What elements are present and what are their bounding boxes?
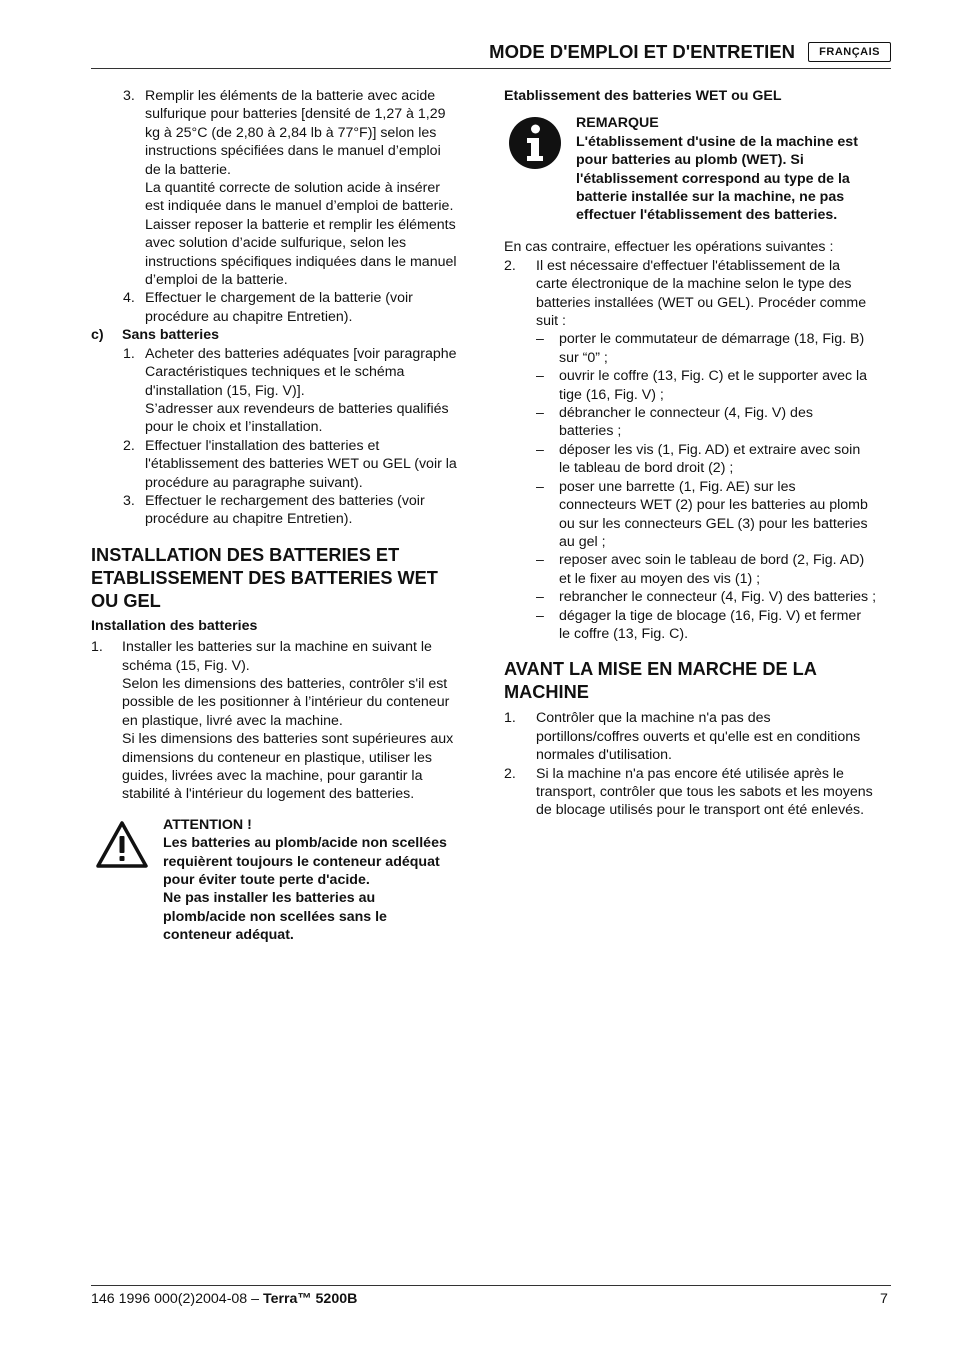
footer-rule bbox=[91, 1285, 891, 1286]
item-number: 4. bbox=[123, 290, 135, 307]
text-line: guides, livrées avec la machine, pour garantir la bbox=[122, 768, 423, 784]
header-rule bbox=[91, 68, 891, 69]
text-line: est indiquée dans le manuel d’emploi de batterie. bbox=[145, 198, 454, 215]
dash-item bbox=[504, 441, 892, 478]
list-item bbox=[91, 87, 476, 289]
header-title: MODE D'EMPLOI ET D'ENTRETIEN bbox=[489, 41, 795, 62]
list-item bbox=[504, 257, 892, 331]
text-line: porter le commutateur de démarrage (18, Fig. B) bbox=[559, 331, 865, 348]
right-column bbox=[504, 87, 892, 820]
text-line: Si les dimensions des batteries sont supérieures aux bbox=[122, 731, 454, 748]
heading-line: ETABLISSEMENT DES BATTERIES WET bbox=[91, 567, 438, 588]
dash-item bbox=[504, 478, 892, 552]
heading-line: OU GEL bbox=[91, 590, 161, 611]
text-line: Acheter des batteries adéquates [voir paragraphe bbox=[145, 345, 457, 362]
text-line: ou sur les connecteurs GEL (3) pour les batteries bbox=[559, 515, 868, 532]
text-line: portillons/coffres ouverts et qu'elle est en conditions bbox=[536, 728, 861, 745]
text-line: procédure au chapitre Entretien). bbox=[145, 511, 353, 528]
warning-callout bbox=[91, 816, 476, 951]
dash-bullet: – bbox=[536, 478, 544, 495]
text-line: de la batterie. bbox=[145, 161, 231, 178]
list-item bbox=[91, 289, 476, 326]
text-line: de blocage utilisés pour le transport ont été enlevés. bbox=[536, 802, 865, 819]
section-heading bbox=[91, 544, 476, 613]
text-line: schéma (15, Fig. V). bbox=[122, 657, 250, 674]
text-line: Installer les batteries sur la machine en suivant le bbox=[122, 639, 432, 656]
text-line: conteneur adéquat. bbox=[163, 927, 294, 944]
text-line: débrancher le connecteur (4, Fig. V) des bbox=[559, 405, 813, 422]
list-item bbox=[91, 345, 476, 437]
dash-bullet: – bbox=[536, 607, 544, 624]
subsection-c bbox=[91, 326, 476, 344]
warning-icon bbox=[95, 820, 149, 870]
text-line: sur “0” ; bbox=[559, 349, 608, 366]
text-line: Effectuer le rechargement des batteries (voir bbox=[145, 492, 425, 509]
text-line: dégager la tige de blocage (16, Fig. V) et fermer bbox=[559, 607, 862, 624]
text-line: reposer avec soin le tableau de bord (2, Fig. AD) bbox=[559, 552, 865, 569]
footer-doc-info bbox=[91, 1291, 357, 1307]
info-icon bbox=[508, 116, 562, 170]
text-line: Selon les dimensions des batteries, contrôler s'il est bbox=[122, 675, 448, 692]
text-line: pour le choix et l’installation. bbox=[145, 419, 323, 436]
text-line: sulfurique pour batteries [densité de 1,27 à 1,29 bbox=[145, 106, 446, 123]
text-line: en plastique, livré avec la machine. bbox=[122, 712, 343, 729]
text-line: instructions spécifiées dans le manuel d’emploi bbox=[145, 143, 441, 160]
item-number: 2. bbox=[504, 257, 516, 274]
text-line: Laisser reposer la batterie et remplir les éléments bbox=[145, 216, 456, 233]
intro-text: En cas contraire, effectuer les opérations suivantes : bbox=[504, 239, 834, 256]
subsection-label: c) bbox=[91, 327, 104, 344]
dash-bullet: – bbox=[536, 589, 544, 606]
text-line: L'établissement d'usine de la machine est bbox=[576, 133, 858, 150]
dash-bullet: – bbox=[536, 368, 544, 385]
list-item bbox=[504, 765, 892, 820]
subsection-title: Sans batteries bbox=[122, 327, 219, 344]
text-line: le coffre (13, Fig. C). bbox=[559, 625, 689, 642]
dash-item bbox=[504, 588, 892, 606]
text-line: Ne pas installer les batteries au bbox=[163, 890, 376, 907]
text-line: procédure au chapitre Entretien). bbox=[145, 308, 353, 325]
text-line: avec solution d’acide sulfurique, selon les bbox=[145, 235, 407, 252]
text-line: carte électronique de la machine selon le type des bbox=[536, 276, 852, 293]
text-line: l'établissement des batteries WET ou GEL (voir la bbox=[145, 456, 457, 473]
text-line: instructions spécifiques indiquées dans le manuel bbox=[145, 253, 457, 270]
dash-item bbox=[504, 607, 892, 644]
item-number: 3. bbox=[123, 492, 135, 509]
list-item bbox=[504, 709, 892, 764]
language-badge: FRANÇAIS bbox=[808, 42, 891, 62]
page-header bbox=[91, 40, 891, 68]
warning-text bbox=[163, 816, 447, 945]
footer-doc-number: 146 1996 000(2)2004-08 – bbox=[91, 1291, 263, 1307]
text-line: effectuer l'établissement des batteries. bbox=[576, 207, 838, 224]
text-line: Remplir les éléments de la batterie avec acide bbox=[145, 88, 436, 104]
warning-title: ATTENTION ! bbox=[163, 816, 252, 833]
list-item bbox=[91, 492, 476, 529]
text-line: transport, contrôler que tous les sabots et les moyens bbox=[536, 783, 873, 800]
heading-line: INSTALLATION DES BATTERIES ET bbox=[91, 544, 400, 565]
text-line: ouvrir le coffre (13, Fig. C) et le supporter avec la bbox=[559, 368, 868, 385]
item-number: 1. bbox=[123, 345, 135, 362]
dash-bullet: – bbox=[536, 441, 544, 458]
item-number: 1. bbox=[91, 639, 103, 656]
dash-bullet: – bbox=[536, 552, 544, 569]
text-line: S’adresser aux revendeurs de batteries qualifiés bbox=[145, 400, 449, 417]
text-line: stabilité à l'intérieur du logement des batteries. bbox=[122, 786, 415, 803]
section-heading bbox=[504, 658, 892, 704]
text-line: au gel ; bbox=[559, 533, 606, 550]
list-item bbox=[91, 638, 476, 804]
item-number: 3. bbox=[123, 88, 135, 104]
text-line: le tableau de bord droit (2) ; bbox=[559, 460, 734, 477]
text-line: poser une barrette (1, Fig. AE) sur les bbox=[559, 478, 796, 495]
text-line: Contrôler que la machine n'a pas des bbox=[536, 710, 771, 727]
dash-item bbox=[504, 551, 892, 588]
text-line: pour éviter toute perte d'acide. bbox=[163, 872, 370, 889]
text-line: batterie installée sur la machine, ne pas bbox=[576, 189, 845, 206]
page-number: 7 bbox=[880, 1291, 888, 1307]
dash-item bbox=[504, 404, 892, 441]
text-line: batteries installées (WET ou GEL). Procéder comme bbox=[536, 294, 867, 311]
footer-product: Terra™ 5200B bbox=[262, 1291, 358, 1307]
item-number: 2. bbox=[504, 765, 516, 782]
note-title: REMARQUE bbox=[576, 115, 659, 132]
text-line: requièrent toujours le conteneur adéquat bbox=[163, 853, 440, 870]
text-line: Effectuer l'installation des batteries et bbox=[145, 437, 380, 454]
dash-item bbox=[504, 330, 892, 367]
text-line: tige (16, Fig. V) ; bbox=[559, 386, 664, 403]
dash-item bbox=[504, 367, 892, 404]
text-line: et le fixer au moyen des vis (1) ; bbox=[559, 570, 761, 587]
dash-bullet: – bbox=[536, 331, 544, 348]
text-line: kg à 25°C (de 2,80 à 2,84 lb à 77°F)] selon les bbox=[145, 124, 437, 141]
text-line: Les batteries au plomb/acide non scellées bbox=[163, 835, 447, 852]
subsection-title: Etablissement des batteries WET ou GEL bbox=[504, 88, 782, 104]
text-line: batteries ; bbox=[559, 423, 622, 440]
text-line: d’emploi de la batterie. bbox=[145, 272, 288, 289]
item-number: 1. bbox=[504, 710, 516, 727]
note-callout bbox=[504, 114, 892, 238]
text-line: l'établissement correspond au type de la bbox=[576, 170, 850, 187]
text-line: suit : bbox=[536, 313, 566, 330]
text-line: d'installation (15, Fig. V)]. bbox=[145, 382, 305, 399]
text-line: La quantité correcte de solution acide à insérer bbox=[145, 180, 440, 197]
text-line: plomb/acide non scellées sans le bbox=[163, 908, 387, 925]
dash-bullet: – bbox=[536, 405, 544, 422]
heading-line: MACHINE bbox=[504, 682, 589, 703]
text-line: possible de les positionner à l’intérieur du conteneur bbox=[122, 694, 450, 711]
item-number: 2. bbox=[123, 437, 135, 454]
text-line: procédure au paragraphe suivant). bbox=[145, 474, 363, 491]
text-line: normales d'utilisation. bbox=[536, 747, 672, 764]
left-column bbox=[91, 87, 476, 951]
text-line: dimensions du conteneur en plastique, utiliser les bbox=[122, 749, 432, 766]
text-line: Effectuer le chargement de la batterie (voir bbox=[145, 290, 413, 307]
subsection-title: Installation des batteries bbox=[91, 617, 258, 634]
text-line: Si la machine n'a pas encore été utilisée après le bbox=[536, 765, 844, 782]
text-line: déposer les vis (1, Fig. AD) et extraire avec soin bbox=[559, 441, 861, 458]
text-line: rebrancher le connecteur (4, Fig. V) des batteries ; bbox=[559, 589, 877, 606]
heading-line: AVANT LA MISE EN MARCHE DE LA bbox=[504, 659, 817, 680]
text-line: Caractéristiques techniques et le schéma bbox=[145, 364, 405, 381]
text-line: Il est nécessaire d'effectuer l'établissement de la bbox=[536, 257, 841, 274]
note-text bbox=[576, 114, 858, 224]
list-item bbox=[91, 437, 476, 492]
text-line: pour batteries au plomb (WET). Si bbox=[576, 152, 804, 169]
text-line: connecteurs WET (2) pour les batteries au plomb bbox=[559, 497, 868, 514]
